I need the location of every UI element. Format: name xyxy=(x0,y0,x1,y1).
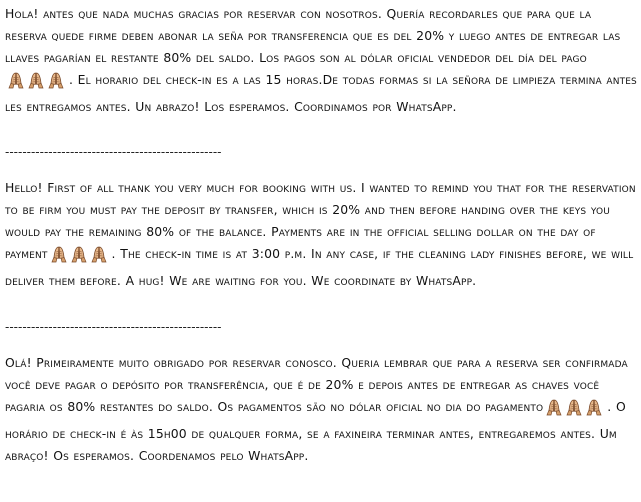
spanish-paragraph xyxy=(5,3,637,118)
separator-line: -------------------------------------------------- xyxy=(5,320,222,334)
english-text-part-2: . The check-in time is at 3:00 p.m. In any case, if the cleaning lady finishes before, we will deliver them before. A hug! We are waiting for you. We coordinate by WhatsApp. xyxy=(5,246,634,288)
portuguese-text-part-1: Olá! Primeiramente muito obrigado por reservar conosco. Queria lembrar que para a reserva ser confirmada você deve pagar o depósito por transferência, que é de 20% e depois antes de entregar as chaves você pagaria os 80% restantes do saldo. Os pagamentos são no dólar oficial no dia do pagamento xyxy=(5,355,628,414)
separator-line: -------------------------------------------------- xyxy=(5,145,222,159)
english-paragraph xyxy=(5,177,637,292)
folded-hands-icon xyxy=(47,71,65,89)
folded-hands-icon xyxy=(585,398,603,416)
folded-hands-icon xyxy=(50,245,68,263)
folded-hands-icon xyxy=(545,398,563,416)
portuguese-paragraph xyxy=(5,352,637,467)
folded-hands-icon xyxy=(27,71,45,89)
emoji-group-portuguese xyxy=(545,398,605,423)
spanish-text-part-2: . El horario del check-in es a las 15 horas.De todas formas si la señora de limpieza termina antes les entregamos antes. Un abrazo! Los esperamos. Coordinamos por WhatsApp. xyxy=(5,72,637,114)
emoji-group-spanish xyxy=(7,71,67,96)
folded-hands-icon xyxy=(70,245,88,263)
folded-hands-icon xyxy=(7,71,25,89)
spanish-text-part-1: Hola! antes que nada muchas gracias por reservar con nosotros. Quería recordarles que para que la reserva quede firme deben abonar la seña por transferencia que es del 20% y luego antes de entregar las llaves pagarían el restante 80% del saldo. Los pagos son al dólar oficial vendedor del día del pago xyxy=(5,6,621,65)
english-text-part-1: Hello! First of all thank you very much for booking with us. I wanted to remind you that for the reservation to be firm you must pay the deposit by transfer, which is 20% and then before handing over the keys you would pay the remaining 80% of the balance. Payments are in the official selling dollar on the day of payment xyxy=(5,180,636,261)
folded-hands-icon xyxy=(90,245,108,263)
portuguese-text-part-2: . O horário de check-in é às 15h00 de qualquer forma, se a faxineira terminar antes, entregaremos antes. Um abraço! Os esperamos. Coordenamos pelo WhatsApp. xyxy=(5,399,626,463)
emoji-group-english xyxy=(50,245,110,270)
folded-hands-icon xyxy=(565,398,583,416)
